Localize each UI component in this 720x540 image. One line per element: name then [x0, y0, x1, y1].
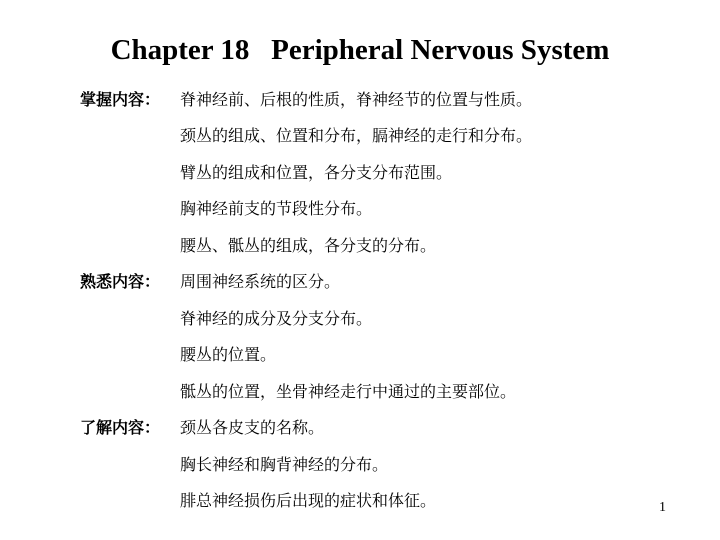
master-section-row-3: [80, 153, 700, 190]
master-section-row-2: [80, 117, 700, 154]
understand-item-1: 颈丛各皮支的名称。: [180, 418, 325, 438]
master-section-row-5: [80, 226, 700, 263]
familiar-section-row-3: [80, 336, 700, 373]
familiar-item-4: 骶丛的位置，坐骨神经走行中通过的主要部位。: [180, 381, 517, 401]
master-item-3: 臂丛的组成和位置，各分支分布范围。: [180, 162, 453, 182]
familiar-section-row-4: [80, 372, 700, 409]
understand-section-row-3: [80, 482, 700, 519]
familiar-item-1: 周围神经系统的区分。: [180, 272, 341, 292]
master-item-1: 脊神经前、后根的性质，脊神经节的位置与性质。: [180, 89, 533, 109]
page-number: 1: [659, 500, 666, 515]
understand-section-label: 了解内容：: [80, 418, 161, 438]
understand-section-row-1: [80, 409, 700, 446]
familiar-item-2: 脊神经的成分及分支分布。: [180, 308, 373, 328]
familiar-section-row-2: [80, 299, 700, 336]
objectives-list: [80, 80, 700, 518]
understand-item-3: 腓总神经损伤后出现的症状和体征。: [180, 491, 437, 511]
master-item-5: 腰丛、骶丛的组成，各分支的分布。: [180, 235, 437, 255]
master-section-row-1: [80, 80, 700, 117]
familiar-section-label: 熟悉内容：: [80, 272, 161, 292]
understand-section-row-2: [80, 445, 700, 482]
master-item-2: 颈丛的组成、位置和分布，膈神经的走行和分布。: [180, 126, 533, 146]
master-item-4: 胸神经前支的节段性分布。: [180, 199, 373, 219]
master-section-label: 掌握内容：: [80, 89, 161, 109]
familiar-section-row-1: [80, 263, 700, 300]
familiar-item-3: 腰丛的位置。: [180, 345, 277, 365]
slide-title: Chapter 18 Peripheral Nervous System: [110, 34, 610, 66]
master-section-row-4: [80, 190, 700, 227]
understand-item-2: 胸长神经和胸背神经的分布。: [180, 454, 389, 474]
